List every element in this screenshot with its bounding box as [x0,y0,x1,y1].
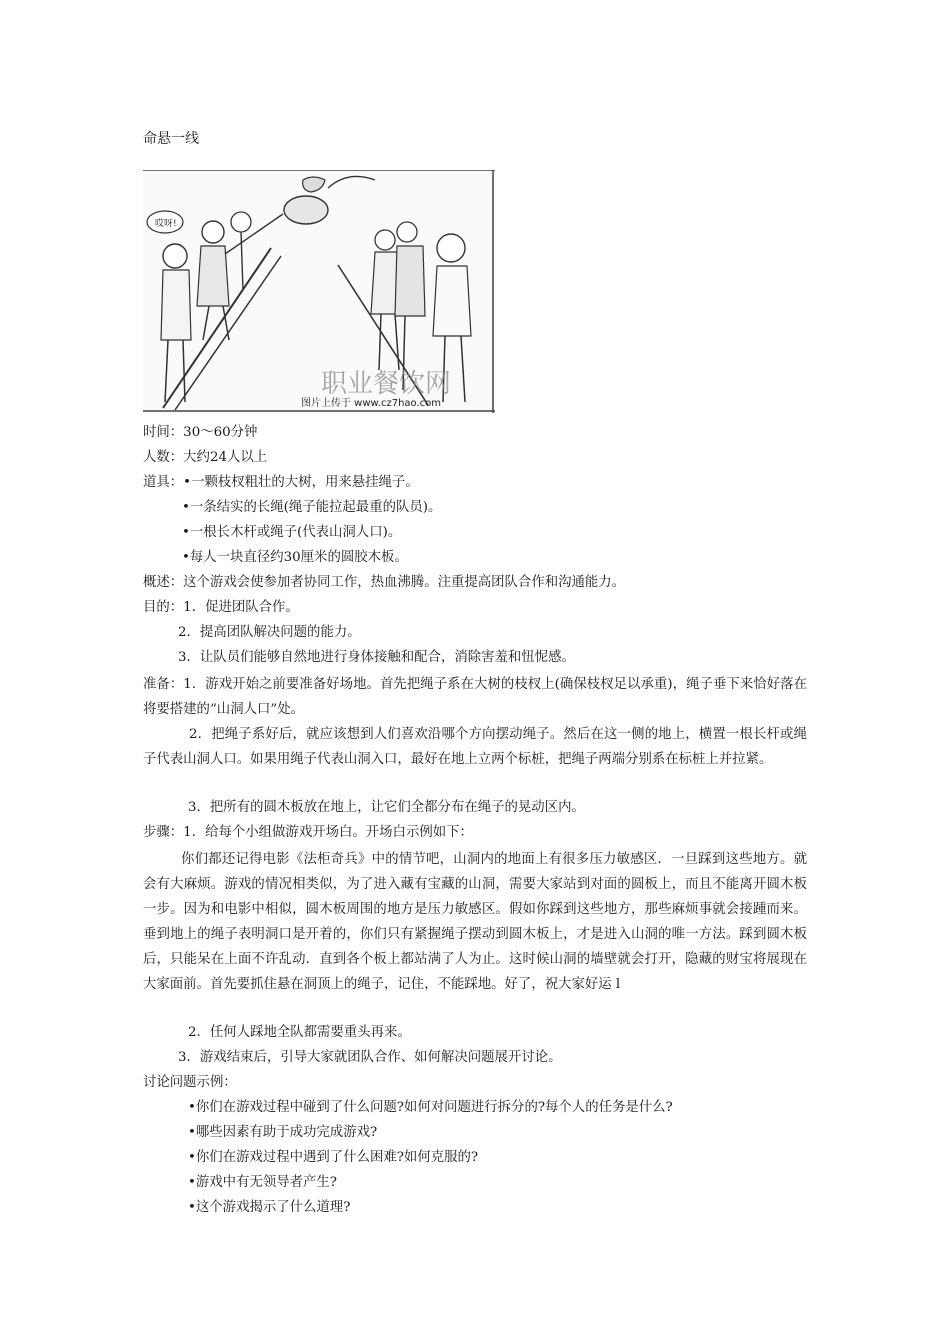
props-line-2: •一条结实的长绳(绳子能拉起最重的队员)。 [182,500,442,515]
discussion-item-5: •这个游戏揭示了什么道理? [188,1200,351,1215]
steps-intro-paragraph: 你们都还记得电影《法柜奇兵》中的情节吧，山洞内的地面上有很多压力敏感区．一旦踩到这些地方。就会有大麻烦。游戏的情况相类似，为了进入藏有宝藏的山洞，需要大家站到对面的圆板上，而且不能离开圆木板一步。因为和电影中相似，圆木板周围的地方是压力敏感区。假如你踩到这些地方，那些麻烦事就会接踵而来。垂到地上的绳子表明洞口是开着的，你们只有紧握绳子摆动到圆木板上，才是进入山洞的唯一方法。踩到圆木板后，只能呆在上面不许乱动．直到各个板上都站满了人为止。这时候山洞的墙壁就会打开，隐藏的财宝将展现在大家面前。首先要抓住悬在洞顶上的绳子，记住，不能踩地。好了，祝大家好运 l [143,852,807,992]
goals-line-3: 3．让队员们能够自然地进行身体接触和配合，消除害羞和忸怩感。 [178,650,575,665]
props-line-4: •每人一块直径约30厘米的圆胶木板。 [182,550,408,565]
discussion-item-1: •你们在游戏过程中碰到了什么问题?如何对问题进行拆分的?每个人的任务是什么? [188,1100,673,1115]
steps-line-2: 2．任何人踩地全队都需要重头再来。 [188,1025,411,1040]
discussion-item-3: •你们在游戏过程中遇到了什么困难?如何克服的? [188,1150,479,1165]
goals-line-2: 2．提高团队解决问题的能力。 [178,625,361,640]
prep-paragraph-3: 3．把所有的圆木板放在地上，让它们全都分布在绳子的晃动区内。 [188,800,585,815]
cartoon-illustration [143,170,495,413]
time-line: 时间：30～60分钟 [143,425,258,440]
overview-line: 概述：这个游戏会使参加者协同工作，热血沸腾。注重提高团队合作和沟通能力。 [143,575,626,590]
people-line: 人数：大约24人以上 [143,450,268,465]
watermark-main: 职业餐饮网 [321,369,452,399]
discussion-item-2: •哪些因素有助于成功完成游戏? [188,1125,378,1140]
speech-bubble-text: 哎呀! [155,219,177,229]
prep-paragraph-2: 2．把绳子系好后，就应该想到人们喜欢沿哪个方向摆动绳子。然后在这一侧的地上，横置一根长杆或绳子代表山洞人口。如果用绳子代表山洞入口，最好在地上立两个标桩，把绳子两端分别系在标桩上并拉紧。 [143,727,807,767]
document-title: 命悬一线 [143,131,199,147]
steps-line-1: 步骤：1．给每个小组做游戏开场白。开场白示例如下： [143,825,473,840]
discussion-heading: 讨论问题示例： [143,1075,237,1090]
goals-line-1: 目的：1．促进团队合作。 [143,600,299,615]
prep-paragraph-1: 准备：1．游戏开始之前要准备好场地。首先把绳子系在大树的枝杈上(确保枝杈足以承重)，绳子垂下来恰好落在将要搭建的“山洞人口”处。 [143,677,807,717]
cartoon-drawing [143,170,495,413]
steps-line-3: 3．游戏结束后，引导大家就团队合作、如何解决问题展开讨论。 [178,1050,562,1065]
watermark-sub: 图片上传于 www.cz7hao.com [301,398,442,409]
discussion-item-4: •游戏中有无领导者产生? [188,1175,337,1190]
props-line-3: •一根长木杆或绳子(代表山洞人口)。 [182,525,402,540]
props-line-1: 道具：•一颗枝杈粗壮的大树，用来悬挂绳子。 [143,475,419,490]
